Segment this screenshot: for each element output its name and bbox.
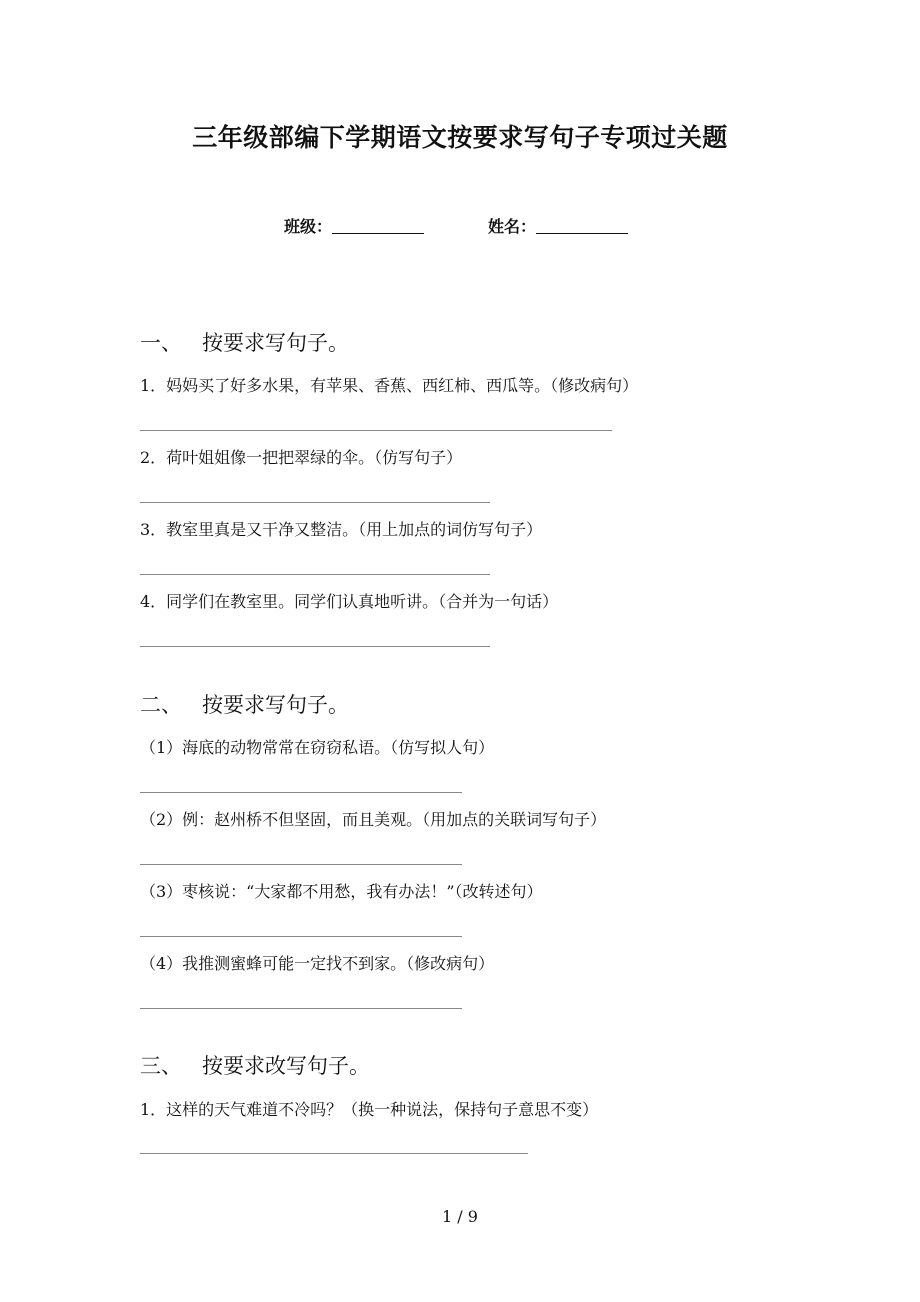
page-number: 1 / 9 [442,1207,478,1226]
answer-line[interactable] [140,792,462,793]
section-heading [140,1050,370,1080]
section-heading [140,327,349,357]
class-label: 班级： [284,217,333,236]
section-heading [140,689,349,719]
question: 3．教室里真是又干净又整洁。（用上加点的词仿写句子） [140,520,543,539]
answer-line[interactable] [140,574,490,575]
question: 2．荷叶姐姐像一把把翠绿的伞。（仿写句子） [140,448,463,467]
question: （3）枣核说：“大家都不用愁，我有办法！”（改转述句） [140,882,543,901]
answer-line[interactable] [140,1008,462,1009]
section-number: 二、 [140,693,182,717]
section-number: 三、 [140,1054,182,1078]
question: 4．同学们在教室里。同学们认真地听讲。（合并为一句话） [140,592,559,611]
section-number: 一、 [140,331,182,355]
question: （1）海底的动物常常在窃窃私语。（仿写拟人句） [140,738,495,757]
class-blank[interactable] [332,217,424,234]
answer-line[interactable] [140,430,612,431]
section-title: 按要求写句子。 [202,693,349,717]
section-title: 按要求写句子。 [202,331,349,355]
section-title: 按要求改写句子。 [202,1054,370,1078]
page-title: 三年级部编下学期语文按要求写句子专项过关题 [192,123,728,152]
answer-line[interactable] [140,502,490,503]
answer-line[interactable] [140,936,462,937]
answer-line[interactable] [140,646,490,647]
answer-line[interactable] [140,1153,528,1154]
question: 1．这样的天气难道不冷吗？（换一种说法，保持句子意思不变） [140,1100,599,1119]
name-blank[interactable] [536,217,628,234]
question: （2）例：赵州桥不但坚固，而且美观。（用加点的关联词写句子） [140,810,607,829]
question: 1．妈妈买了好多水果，有苹果、香蕉、西红柿、西瓜等。（修改病句） [140,376,639,395]
question: （4）我推测蜜蜂可能一定找不到家。（修改病句） [140,954,495,973]
name-label: 姓名： [488,217,537,236]
name-field [488,214,628,237]
class-field [284,214,424,237]
answer-line[interactable] [140,864,462,865]
